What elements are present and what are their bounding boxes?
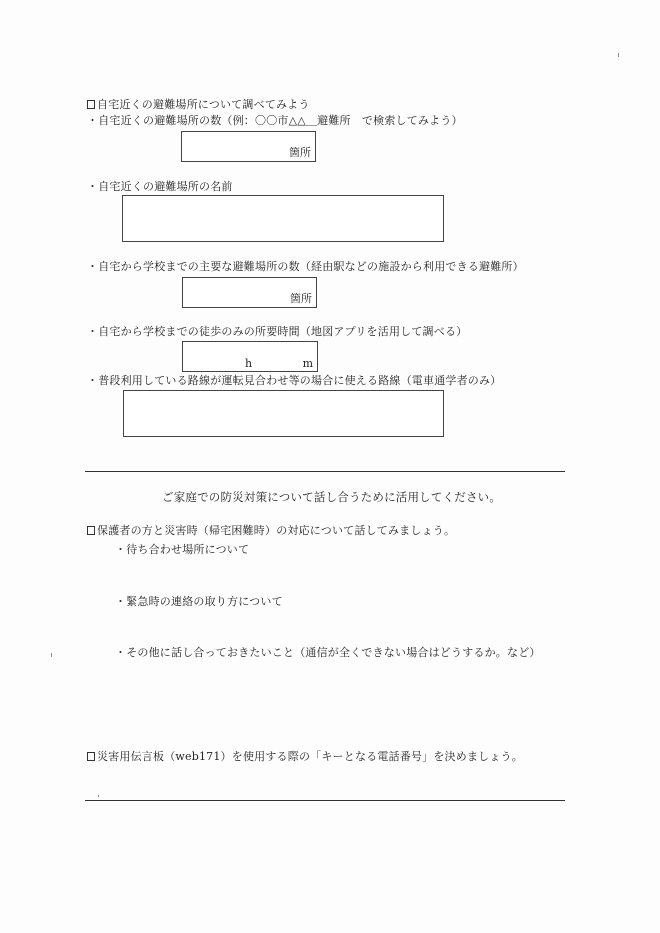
emergency-contact-item: ・緊急時の連絡の取り方について [115,595,283,608]
scan-speck [98,795,99,797]
unit-label: 箇所 [290,292,312,305]
route-evacuation-count-label: ・自宅から学校までの主要な避難場所の数（経由駅などの施設から利用できる避難所） [87,260,524,273]
phone-number-line[interactable] [85,800,565,801]
section-divider [85,471,565,472]
evacuation-name-field[interactable] [122,195,444,242]
evacuation-name-label: ・自宅近くの避難場所の名前 [87,180,233,193]
checkbox-icon[interactable] [87,100,95,109]
section2-heading: 保護者の方と災害時（帰宅困難時）の対応について話してみましょう。 [87,524,455,538]
section2-title: ご家庭での防災対策について話し合うために活用してください。 [162,490,502,504]
route-evacuation-count-field[interactable] [182,277,317,308]
scan-speck [618,53,619,57]
unit-label: 箇所 [289,146,311,159]
section3-heading: 災害用伝言板（web171）を使用する際の「キーとなる電話番号」を決めましょう。 [87,750,523,764]
hours-unit-label: h [245,357,253,370]
section1-heading: 自宅近くの避難場所について調べてみよう [87,98,310,112]
evacuation-count-field[interactable] [181,131,316,162]
minutes-unit-label: m [302,357,313,370]
meeting-place-item: ・待ち合わせ場所について [115,543,250,556]
walk-time-label: ・自宅から学校までの徒歩のみの所要時間（地図アプリを活用して調べる） [87,325,468,338]
evacuation-count-label: ・自宅近くの避難場所の数（例：〇〇市△△＿避難所 で検索してみよう） [87,114,463,127]
checkbox-icon[interactable] [87,526,95,535]
scan-speck [51,653,52,657]
other-topics-item: ・その他に話し合っておきたいこと（通信が全くできない場合はどうするか。など） [115,646,541,659]
walk-time-field[interactable] [182,341,318,372]
alternate-route-label: ・普段利用している路線が運転見合わせ等の場合に使える路線（電車通学者のみ） [87,374,502,387]
alternate-route-field[interactable] [123,390,444,437]
checkbox-icon[interactable] [87,752,95,761]
